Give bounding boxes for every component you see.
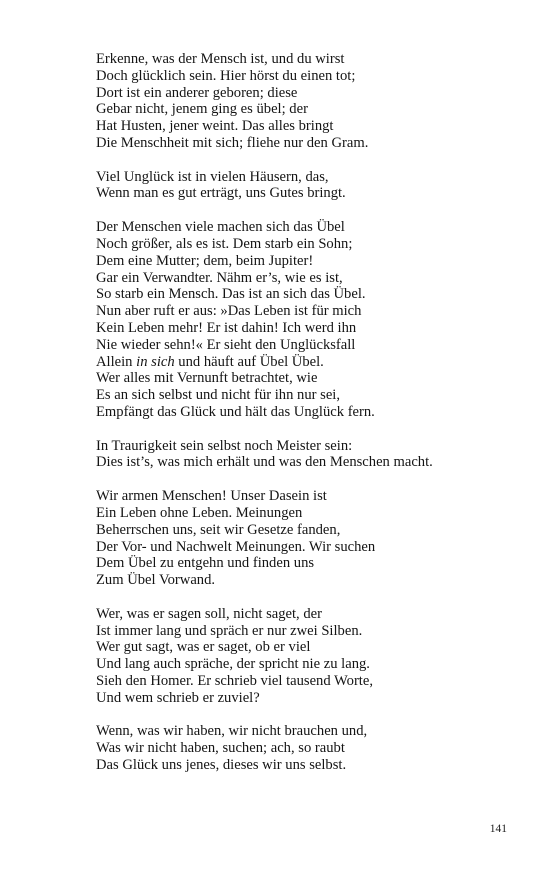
stanza-1 [96, 51, 516, 152]
verse-line: Beherrschen uns, seit wir Gesetze fanden, [96, 521, 341, 538]
verse-line: Wir armen Menschen! Unser Dasein ist [96, 488, 327, 505]
poem-text [96, 51, 516, 791]
verse-segment: und häuft auf Übel Übel. [174, 353, 324, 370]
verse-line: Kein Leben mehr! Er ist dahin! Ich werd ihn [96, 319, 357, 336]
verse-line: Dem eine Mutter; dem, beim Jupiter! [96, 252, 314, 269]
verse-line: Dort ist ein anderer geboren; diese [96, 84, 298, 101]
verse-line: Zum Übel Vorwand. [96, 572, 216, 589]
page-number: 141 [489, 823, 507, 835]
verse-line: Es an sich selbst und nicht für ihn nur sei, [96, 387, 341, 404]
stanza-2 [96, 169, 516, 203]
stanza-6 [96, 606, 516, 707]
italic-emphasis: in sich [136, 353, 175, 370]
verse-line: Das Glück uns jenes, dieses wir uns selbst. [96, 757, 347, 774]
verse-line: Was wir nicht haben, suchen; ach, so raubt [96, 740, 345, 757]
verse-line: Sieh den Homer. Er schrieb viel tausend Worte, [96, 672, 373, 689]
verse-line: Ist immer lang und spräch er nur zwei Silben. [96, 622, 363, 639]
stanza-7 [96, 723, 516, 773]
verse-line: Und wem schrieb er zuviel? [96, 689, 260, 706]
verse-line: Gebar nicht, jenem ging es übel; der [96, 101, 308, 118]
verse-line: Dies ist’s, was mich erhält und was den Menschen macht. [96, 454, 433, 471]
verse-line: Wer alles mit Vernunft betrachtet, wie [96, 370, 318, 387]
verse-line: Die Menschheit mit sich; fliehe nur den Gram. [96, 135, 369, 152]
verse-line: Und lang auch spräche, der spricht nie zu lang. [96, 656, 370, 673]
stanza-3 [96, 219, 516, 421]
verse-line: In Traurigkeit sein selbst noch Meister sein: [96, 437, 353, 454]
verse-line: Viel Unglück ist in vielen Häusern, das, [96, 168, 329, 185]
verse-line-with-italic [96, 354, 516, 371]
stanza-4 [96, 438, 516, 472]
verse-line: Ein Leben ohne Leben. Meinungen [96, 504, 303, 521]
verse-line: So starb ein Mensch. Das ist an sich das Übel. [96, 286, 366, 303]
verse-line: Nie wieder sehn!« Er sieht den Unglücksfall [96, 336, 356, 353]
verse-line: Der Menschen viele machen sich das Übel [96, 219, 345, 236]
verse-line: Empfängt das Glück und hält das Unglück fern. [96, 404, 375, 421]
verse-line: Wer gut sagt, was er saget, ob er viel [96, 639, 311, 656]
verse-line: Dem Übel zu entgehn und finden uns [96, 555, 315, 572]
verse-line: Noch größer, als es ist. Dem starb ein Sohn; [96, 235, 353, 252]
verse-line: Gar ein Verwandter. Nähm er’s, wie es ist, [96, 269, 343, 286]
verse-line: Der Vor- und Nachwelt Meinungen. Wir suchen [96, 538, 376, 555]
verse-line: Erkenne, was der Mensch ist, und du wirst [96, 51, 345, 67]
verse-line: Hat Husten, jener weint. Das alles bringt [96, 118, 334, 135]
verse-segment: Allein [96, 353, 137, 370]
verse-line: Wer, was er sagen soll, nicht saget, der [96, 605, 322, 622]
verse-line: Wenn man es gut erträgt, uns Gutes bringt. [96, 185, 346, 202]
verse-line: Nun aber ruft er aus: »Das Leben ist für mich [96, 303, 362, 320]
stanza-5 [96, 488, 516, 589]
verse-line: Doch glücklich sein. Hier hörst du einen tot; [96, 67, 356, 84]
verse-line: Wenn, was wir haben, wir nicht brauchen und, [96, 723, 368, 740]
